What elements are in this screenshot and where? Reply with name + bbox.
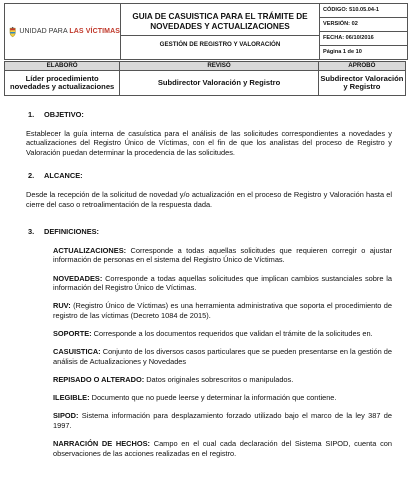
section-text-objetivo: Establecer la guía interna de casuística para el análisis de las solicitudes correspondientes a novedades y actualizaciones del Registro Único de Víctimas, con el fin de que los analistas del proceso de Registro y Valoración puedan determinar la procedencia de las solicitudes. xyxy=(26,128,392,157)
brand-text: UNIDAD PARA LAS VÍCTIMAS xyxy=(19,28,120,35)
section-heading-objetivo: 1. OBJETIVO: xyxy=(28,110,84,119)
document-body xyxy=(26,96,392,467)
signature-value-aprobo: Subdirector Valoración y Registro xyxy=(318,71,405,96)
meta-cell xyxy=(320,4,408,60)
section-text-alcance: Desde la recepción de la solicitud de novedad y/o actualización en el proceso de Registro y Valoración hasta el cierre del caso o retroalimentación de la respuesta dada. xyxy=(26,189,392,209)
definition-item: NOVEDADES: Corresponde a todas aquellas solicitudes que implican cambios sustanciales sobre la información del Registro Único de Víctimas. xyxy=(53,273,392,293)
definition-item: CASUISTICA: Conjunto de los diversos casos particulares que se pueden presentarse en la gestión de análisis de Actualizaciones y Novedades xyxy=(53,347,392,366)
signature-value-reviso: Subdirector Valoración y Registro xyxy=(120,71,318,96)
page-number: Página 1 de 10 xyxy=(323,49,362,55)
document-version: VERSIÓN: 02 xyxy=(320,18,407,32)
document-date: FECHA: 06/10/2016 xyxy=(320,32,407,46)
signature-header-aprobo: APROBÓ xyxy=(318,62,405,71)
signature-header-elaboro: ELABORÓ xyxy=(5,62,120,71)
definition-item: SOPORTE: Corresponde a los documentos requeridos que validan el trámite de la solicitudes en. xyxy=(53,329,373,339)
coat-of-arms-icon xyxy=(9,21,16,43)
process-name: GESTIÓN DE REGISTRO Y VALORACIÓN xyxy=(159,40,281,48)
document-title: GUIA DE CASUISTICA PARA EL TRÁMITE DE NOVEDADES Y ACTUALIZACIONES xyxy=(121,10,319,36)
section-heading-definiciones: 3. DEFINICIONES: xyxy=(28,227,100,237)
definition-item: REPISADO O ALTERADO: Datos originales sobrescritos o manipulados. xyxy=(53,375,294,385)
definition-item: SIPOD: Sistema información para desplazamiento forzado utilizado bajo el marco de la ley 387 de 1997. xyxy=(53,411,392,431)
definition-item: ILEGIBLE: Documento que no puede leerse y determinar la información que contiene. xyxy=(53,393,337,403)
definition-item: NARRACIÓN DE HECHOS: Campo en el cual cada declaración del Sistema SIPOD, cuenta con observaciones de las acciones realizadas en el registro. xyxy=(53,439,392,458)
definition-item: ACTUALIZACIONES: Corresponde a todas aquellas solicitudes que requieren corregir o ajustar información de personas en el sistema del Registro Único de Víctimas. xyxy=(53,245,392,265)
title-cell xyxy=(121,4,320,60)
logo-cell xyxy=(5,4,121,60)
document-header xyxy=(4,3,408,60)
definitions-list xyxy=(26,246,392,459)
section-heading-alcance: 2. ALCANCE: xyxy=(28,171,83,181)
signature-header-reviso: REVISÓ xyxy=(120,62,318,71)
signature-value-elaboro: Líder procedimiento novedades y actualizaciones xyxy=(5,71,120,96)
definition-item: RUV: (Registro Único de Víctimas) es una herramienta administrativa que soporta el procedimiento de registro de las víctimas (Decreto 1084 de 2015). xyxy=(53,301,393,320)
logo xyxy=(5,21,120,43)
document-code: CÓDIGO: 510.05.04-1 xyxy=(320,4,407,18)
signature-table xyxy=(4,61,406,96)
